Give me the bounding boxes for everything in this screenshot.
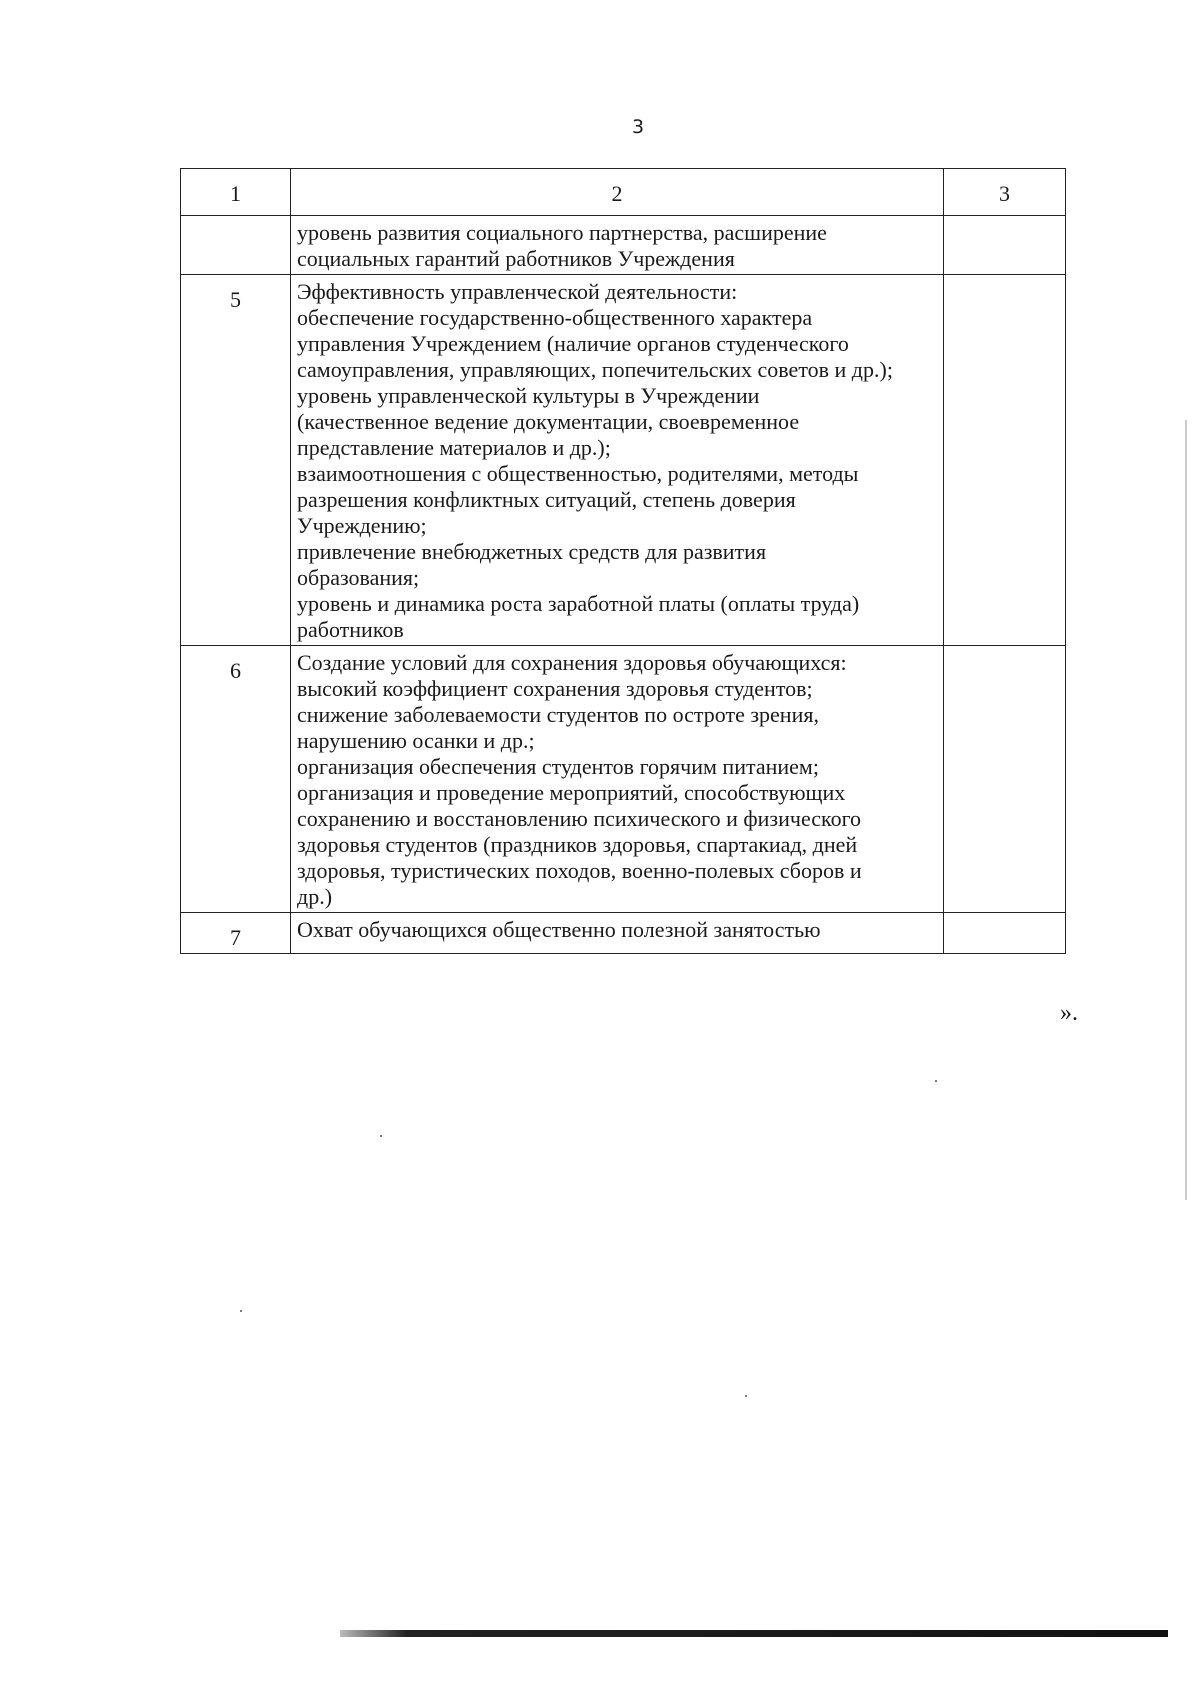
row-text-line: образования; xyxy=(297,565,420,590)
scan-speck xyxy=(745,1395,747,1397)
row-text-line: работников xyxy=(297,617,404,642)
row-text xyxy=(291,275,944,646)
header-col-2: 2 xyxy=(291,169,944,216)
row-text-line: высокий коэффициент сохранения здоровья студентов; xyxy=(297,676,813,701)
row-text-line: Эффективность управленческой деятельности: xyxy=(297,279,738,304)
header-col-1: 1 xyxy=(181,169,291,216)
row-text-line: сохранению и восстановлению психического и физического xyxy=(297,806,862,831)
row-text-line: организация обеспечения студентов горячим питанием; xyxy=(297,754,819,779)
row-number: 7 xyxy=(181,913,291,954)
scan-speck xyxy=(935,1080,937,1082)
row-score xyxy=(944,275,1066,646)
scan-artifact-edge xyxy=(1185,420,1187,1200)
table-row xyxy=(181,216,1066,275)
row-text-line: др.) xyxy=(297,884,333,909)
closing-quote: ». xyxy=(1060,1000,1078,1026)
row-score xyxy=(944,216,1066,275)
row-text-line: Учреждению; xyxy=(297,513,427,538)
row-number: 5 xyxy=(181,275,291,646)
row-text-line: организация и проведение мероприятий, способствующих xyxy=(297,780,846,805)
row-text-line: здоровья, туристических походов, военно-полевых сборов и xyxy=(297,858,862,883)
row-number xyxy=(181,216,291,275)
row-text-line: обеспечение государственно-общественного характера xyxy=(297,305,813,330)
row-text-line: самоуправления, управляющих, попечительских советов и др.); xyxy=(297,357,893,382)
header-col-3: 3 xyxy=(944,169,1066,216)
row-text-line: разрешения конфликтных ситуаций, степень доверия xyxy=(297,487,796,512)
row-text xyxy=(291,646,944,913)
row-score xyxy=(944,646,1066,913)
row-text xyxy=(291,216,944,275)
row-text-line: (качественное ведение документации, своевременное xyxy=(297,409,800,434)
table-row xyxy=(181,646,1066,913)
row-text-line: взаимоотношения с общественностью, родителями, методы xyxy=(297,461,859,486)
row-text-line: представление материалов и др.); xyxy=(297,435,611,460)
row-text-line: социальных гарантий работников Учреждения xyxy=(297,246,735,271)
row-text-line: уровень управленческой культуры в Учреждении xyxy=(297,383,760,408)
row-number: 6 xyxy=(181,646,291,913)
row-text-line: нарушению осанки и др.; xyxy=(297,728,535,753)
row-score xyxy=(944,913,1066,954)
row-text-line: здоровья студентов (праздников здоровья, спартакиад, дней xyxy=(297,832,858,857)
row-text-line: Охват обучающихся общественно полезной занятостью xyxy=(297,917,821,942)
row-text-line: управления Учреждением (наличие органов студенческого xyxy=(297,331,849,356)
row-text-line: уровень и динамика роста заработной платы (оплаты труда) xyxy=(297,591,860,616)
row-text-line: привлечение внебюджетных средств для развития xyxy=(297,539,767,564)
scan-artifact-rule xyxy=(340,1630,1168,1637)
table-row xyxy=(181,275,1066,646)
row-text xyxy=(291,913,944,954)
row-text-line: Создание условий для сохранения здоровья обучающихся: xyxy=(297,650,847,675)
row-text-line: уровень развития социального партнерства, расширение xyxy=(297,220,827,245)
criteria-table xyxy=(180,168,1066,954)
table-header-row xyxy=(181,169,1066,216)
row-text-line: снижение заболеваемости студентов по остроте зрения, xyxy=(297,702,819,727)
scan-speck xyxy=(380,1135,382,1137)
scan-speck xyxy=(240,1310,242,1312)
page-number: 3 xyxy=(631,116,645,138)
table-row xyxy=(181,913,1066,954)
